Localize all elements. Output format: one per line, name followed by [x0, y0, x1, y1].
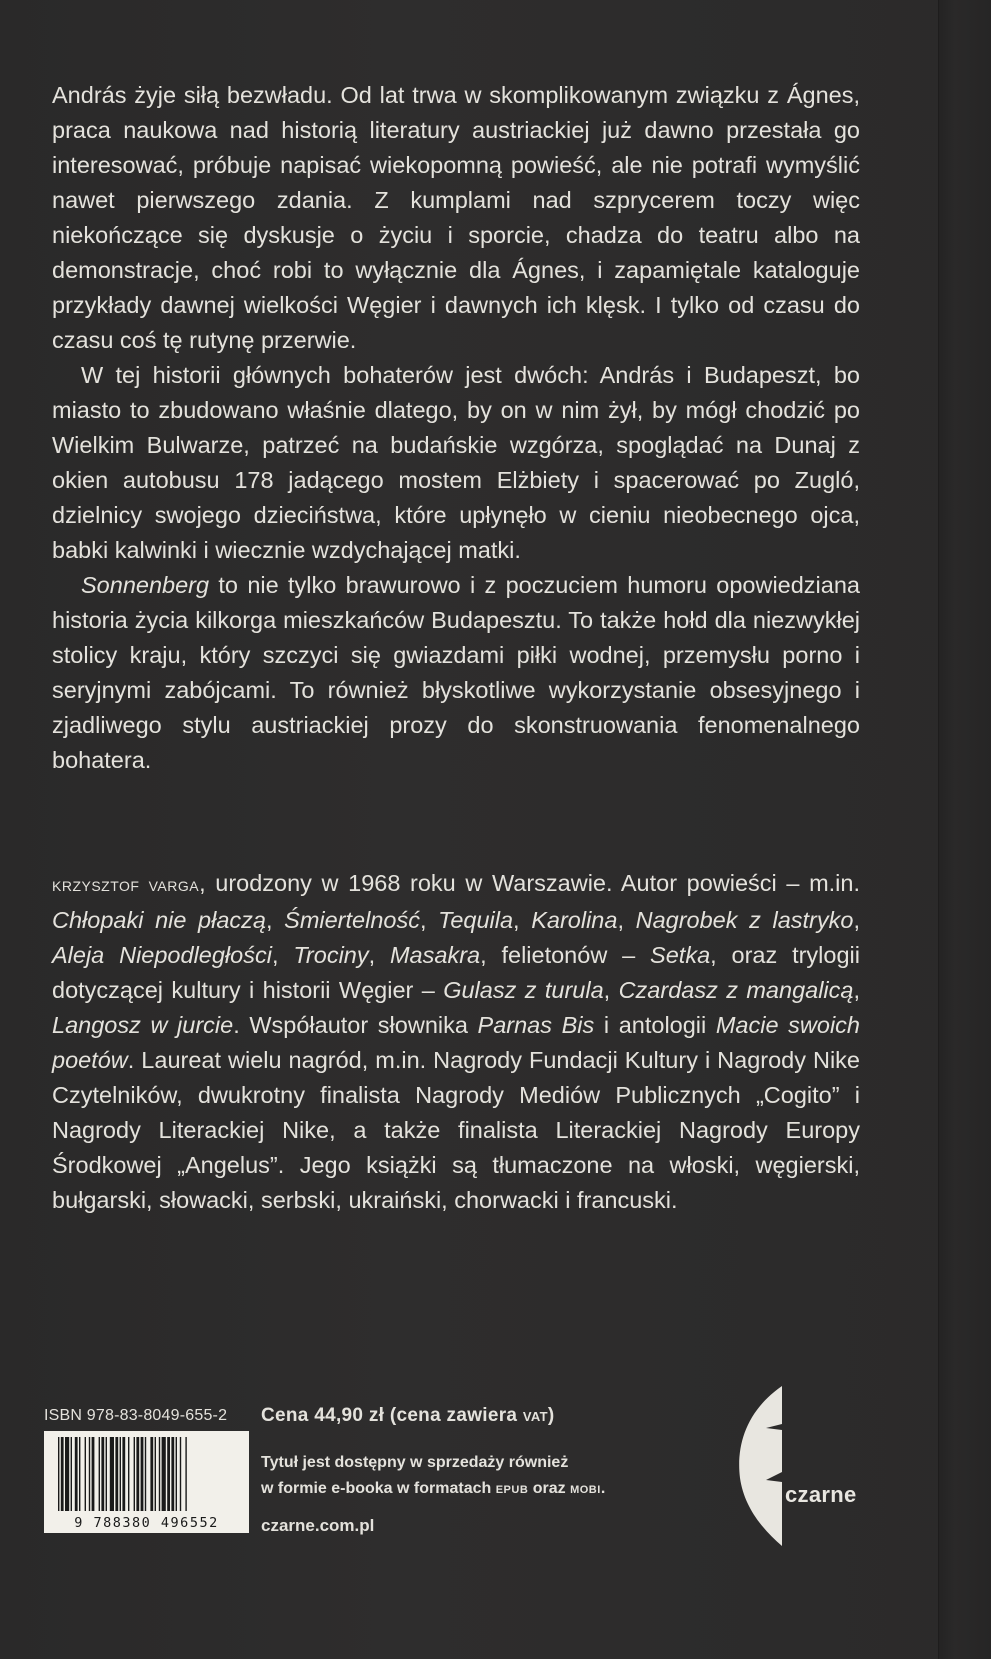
book-title: Setka: [650, 942, 711, 968]
barcode-bar: [141, 1437, 144, 1511]
ebook-format-mobi: MOBI: [570, 1484, 601, 1496]
blurb-paragraph-1: András żyje siłą bezwładu. Od lat trwa w skomplikowanym związku z Ágnes, praca naukowa nad historią literatury austriackiej już dawno przestała go interesować, próbuje napisać wiekopomną powieść, ale nie potrafi wymyślić nawet pierwszego zdania. Z kumplami nad szprycerem toczy więc niekończące się dyskusje o życiu i sporcie, chadza do teatru albo na demonstracje, choć robi to wyłącznie dla Ágnes, i zapamiętale kataloguje przykłady dawnej wielkości Węgier i dawnych ich klęsk. I tylko od czasu do czasu coś tę rutynę przerwie.: [52, 82, 860, 353]
ebook-text: oraz: [528, 1480, 571, 1497]
book-title: Czardasz z mangalicą: [618, 977, 854, 1003]
barcode-digits: 9 788380 496552: [44, 1515, 249, 1531]
barcode-bar: [176, 1437, 177, 1511]
bio-text: ,: [603, 977, 619, 1003]
price-vat: VAT: [522, 1409, 548, 1424]
ebook-line-1: Tytuł jest dostępny w sprzedaży również: [261, 1454, 569, 1471]
barcode-bar: [85, 1437, 86, 1511]
book-title: Tequila: [438, 907, 514, 933]
publisher-website: czarne.com.pl: [261, 1516, 375, 1535]
barcode-bar: [171, 1437, 174, 1511]
bio-text: ,: [265, 907, 285, 933]
book-title: Trociny: [293, 942, 369, 968]
ebook-availability-note: [261, 1450, 605, 1503]
ebook-line-2: [261, 1476, 605, 1503]
barcode-bar: [122, 1437, 125, 1511]
bio-text: , oraz trylogii dotyczącej kultury i historii Węgier –: [52, 942, 860, 1003]
bio-text: ,: [853, 977, 861, 1003]
barcode-bar: [162, 1437, 166, 1511]
ebook-text: .: [600, 1480, 606, 1497]
book-title: Macie swoich poetów: [52, 1012, 860, 1073]
author-bio: [52, 866, 860, 1218]
isbn-barcode-block: [44, 1407, 249, 1535]
barcode-bar: [61, 1437, 64, 1511]
bio-text: ,: [513, 907, 532, 933]
barcode-bar: [71, 1437, 72, 1511]
cover-spine-edge: [938, 0, 991, 1659]
barcode-bar: [167, 1437, 170, 1511]
book-title: Langosz w jurcie: [52, 1012, 234, 1038]
book-title: Aleja Niepodległości: [52, 942, 272, 968]
barcode-bar: [128, 1437, 129, 1511]
blurb-paragraph-2: W tej historii głównych bohaterów jest dwóch: András i Budapeszt, bo miasto to zbudowano właśnie dlatego, by on w nim żył, by mógł chodzić po Wielkim Bulwarze, patrzeć na budańskie wzgórza, spoglądać na Dunaj z okien autobusu 178 jadącego mostem Elżbiety i spacerować po Zugló, dzielnicy swojego dzieciństwa, które upłynęło w cieniu nieobecnego ojca, babki kalwinki i wiecznie wzdychającej matki.: [52, 362, 860, 563]
bio-text: . Współautor słownika: [233, 1012, 478, 1038]
barcode-bar: [79, 1437, 80, 1511]
book-title-italic: Sonnenberg: [81, 572, 210, 598]
barcode-bar: [150, 1437, 153, 1511]
book-title: Parnas Bis: [477, 1012, 595, 1038]
book-title: Nagrobek z lastryko: [635, 907, 854, 933]
book-title: Chłopaki nie płaczą: [52, 907, 266, 933]
barcode-bar: [92, 1437, 95, 1511]
bio-text: ,: [271, 942, 294, 968]
barcode-bar: [99, 1437, 100, 1511]
barcode-bar: [155, 1437, 156, 1511]
barcode-bar: [145, 1437, 146, 1511]
barcode: [44, 1431, 249, 1533]
blurb-paragraph-3: [52, 568, 860, 778]
bio-text: i antologii: [594, 1012, 716, 1038]
price-label: [261, 1405, 555, 1427]
bio-text: ,: [419, 907, 439, 933]
barcode-bar: [75, 1437, 78, 1511]
bio-text: . Laureat wielu nagród, m.in. Nagrody Fundacji Kultury i Nagrody Nike Czytelników, dwukrotny finalista Nagrody Mediów Publicznych „Cogito” i Nagrody Literackiej Nike, a także finalista Literackiej Nagrody Europy Środkowej „Angelus”. Jego książki są tłumaczone na włoski, węgierski, bułgarski, słowacki, serbski, ukraiński, chorwacki i francuski.: [52, 1047, 860, 1213]
ebook-text: w formie e-booka w formatach: [261, 1480, 496, 1497]
barcode-bar: [110, 1437, 114, 1511]
book-title: Gulasz z turula: [443, 977, 604, 1003]
barcode-bar: [134, 1437, 135, 1511]
publisher-logo-text: czarne: [785, 1482, 857, 1507]
price-close: ): [547, 1405, 555, 1426]
barcode-bar: [115, 1437, 118, 1511]
isbn-label: ISBN 978-83-8049-655-2: [44, 1407, 228, 1424]
book-title: Karolina: [531, 907, 618, 933]
bio-text: ,: [368, 942, 390, 968]
book-title: Masakra: [389, 942, 481, 968]
bio-text: ,: [617, 907, 636, 933]
blurb-text: [52, 78, 860, 778]
barcode-bar: [58, 1437, 59, 1511]
price-text: Cena 44,90 zł (cena zawiera: [261, 1405, 523, 1426]
ebook-format-epub: EPUB: [495, 1484, 529, 1496]
barcode-bar: [185, 1437, 186, 1511]
barcode-bar: [65, 1437, 69, 1511]
barcode-bar: [101, 1437, 104, 1511]
publisher-logo-icon: [726, 1386, 856, 1546]
blurb-paragraph-3-text: to nie tylko brawurowo i z poczuciem humoru opowiedziana historia życia kilkorga mieszkańców Budapesztu. To także hołd dla niezwykłej stolicy kraju, który szczyci się gwiazdami piłki wodnej, przemysłu porno i seryjnymi zabójcami. To również błyskotliwe wykorzystanie obsesyjnego i zjadliwego stylu austriackiej prozy do skonstruowania fenomenalnego bohatera.: [52, 572, 860, 773]
author-name: krzysztof varga: [52, 874, 200, 896]
barcode-bar: [106, 1437, 107, 1511]
bio-text: , urodzony w 1968 roku w Warszawie. Autor powieści – m.in.: [199, 870, 860, 896]
barcode-bar: [136, 1437, 139, 1511]
barcode-bar: [180, 1437, 181, 1511]
barcode-bar: [159, 1437, 160, 1511]
bio-text: ,: [853, 907, 860, 933]
book-title: Śmiertelność: [284, 907, 420, 933]
barcode-bar: [89, 1437, 90, 1511]
barcode-bar: [120, 1437, 121, 1511]
bio-text: , felietonów –: [480, 942, 651, 968]
